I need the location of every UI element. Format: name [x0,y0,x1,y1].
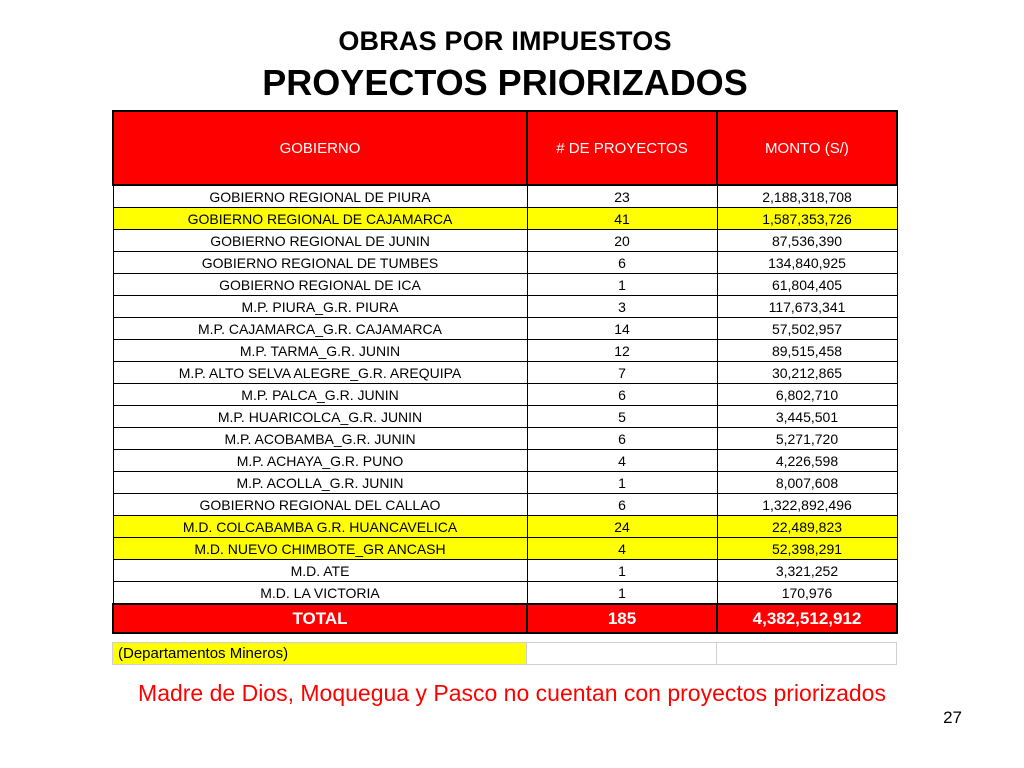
projects-table [112,110,898,634]
total-monto: 4,382,512,912 [717,604,897,633]
cell-gobierno: GOBIERNO REGIONAL DE JUNIN [113,230,527,252]
cell-monto: 4,226,598 [717,450,897,472]
cell-monto: 87,536,390 [717,230,897,252]
table-row [113,560,897,582]
slide-title: PROYECTOS PRIORIZADOS [262,62,748,103]
table-row [113,450,897,472]
cell-gobierno: M.D. ATE [113,560,527,582]
table-row [113,516,897,538]
table-row [113,472,897,494]
column-header-gobierno: GOBIERNO [113,111,527,185]
cell-gobierno: M.P. HUARICOLCA_G.R. JUNIN [113,406,527,428]
table-row [113,252,897,274]
table-header-row [113,111,897,185]
cell-proyectos: 5 [527,406,717,428]
cell-monto: 6,802,710 [717,384,897,406]
cell-monto: 57,502,957 [717,318,897,340]
cell-monto: 1,587,353,726 [717,208,897,230]
cell-gobierno: M.D. COLCABAMBA G.R. HUANCAVELICA [113,516,527,538]
cell-proyectos: 12 [527,340,717,362]
legend-label-mining-departments: (Departamentos Mineros) [113,643,527,665]
total-label: TOTAL [113,604,527,633]
cell-gobierno: M.P. PIURA_G.R. PIURA [113,296,527,318]
cell-gobierno: GOBIERNO REGIONAL DEL CALLAO [113,494,527,516]
cell-gobierno: M.P. TARMA_G.R. JUNIN [113,340,527,362]
cell-monto: 3,321,252 [717,560,897,582]
table-row [113,582,897,605]
cell-proyectos: 6 [527,428,717,450]
cell-proyectos: 41 [527,208,717,230]
cell-gobierno: M.P. ACHAYA_G.R. PUNO [113,450,527,472]
total-proyectos: 185 [527,604,717,633]
cell-monto: 8,007,608 [717,472,897,494]
cell-gobierno: GOBIERNO REGIONAL DE ICA [113,274,527,296]
cell-monto: 89,515,458 [717,340,897,362]
column-header-monto: MONTO (S/) [717,111,897,185]
cell-proyectos: 7 [527,362,717,384]
cell-monto: 1,322,892,496 [717,494,897,516]
cell-monto: 134,840,925 [717,252,897,274]
cell-proyectos: 14 [527,318,717,340]
cell-proyectos: 1 [527,274,717,296]
cell-monto: 117,673,341 [717,296,897,318]
page-number: 27 [943,708,962,727]
cell-proyectos: 20 [527,230,717,252]
cell-gobierno: M.P. ACOLLA_G.R. JUNIN [113,472,527,494]
cell-monto: 52,398,291 [717,538,897,560]
cell-gobierno: M.D. NUEVO CHIMBOTE_GR ANCASH [113,538,527,560]
legend-empty-cell [527,643,717,665]
cell-gobierno: M.P. PALCA_G.R. JUNIN [113,384,527,406]
cell-monto: 22,489,823 [717,516,897,538]
cell-gobierno: M.D. LA VICTORIA [113,582,527,605]
cell-proyectos: 24 [527,516,717,538]
legend-empty-cell [717,643,897,665]
cell-gobierno: GOBIERNO REGIONAL DE PIURA [113,185,527,208]
table-row [113,185,897,208]
cell-proyectos: 3 [527,296,717,318]
cell-proyectos: 1 [527,472,717,494]
cell-monto: 170,976 [717,582,897,605]
table-row [113,538,897,560]
cell-gobierno: GOBIERNO REGIONAL DE TUMBES [113,252,527,274]
table-row [113,362,897,384]
cell-proyectos: 1 [527,560,717,582]
cell-proyectos: 6 [527,252,717,274]
table-body [113,185,897,633]
cell-proyectos: 4 [527,538,717,560]
table-row [113,208,897,230]
cell-proyectos: 1 [527,582,717,605]
legend-table [112,642,897,665]
table-row [113,340,897,362]
table-row [113,274,897,296]
column-header-proyectos: # DE PROYECTOS [527,111,717,185]
footnote: Madre de Dios, Moquegua y Pasco no cuentan con proyectos priorizados [138,680,886,706]
cell-proyectos: 23 [527,185,717,208]
table-row [113,230,897,252]
cell-proyectos: 6 [527,384,717,406]
legend-row [113,643,897,665]
cell-gobierno: M.P. ACOBAMBA_G.R. JUNIN [113,428,527,450]
cell-monto: 30,212,865 [717,362,897,384]
slide-subtitle: OBRAS POR IMPUESTOS [338,26,672,56]
cell-monto: 3,445,501 [717,406,897,428]
table-row [113,318,897,340]
cell-proyectos: 6 [527,494,717,516]
table-row [113,406,897,428]
table-row [113,494,897,516]
cell-proyectos: 4 [527,450,717,472]
cell-monto: 5,271,720 [717,428,897,450]
table-row [113,296,897,318]
table-row [113,428,897,450]
cell-gobierno: M.P. CAJAMARCA_G.R. CAJAMARCA [113,318,527,340]
table-total-row [113,604,897,633]
cell-monto: 61,804,405 [717,274,897,296]
cell-monto: 2,188,318,708 [717,185,897,208]
cell-gobierno: GOBIERNO REGIONAL DE CAJAMARCA [113,208,527,230]
cell-gobierno: M.P. ALTO SELVA ALEGRE_G.R. AREQUIPA [113,362,527,384]
table-row [113,384,897,406]
